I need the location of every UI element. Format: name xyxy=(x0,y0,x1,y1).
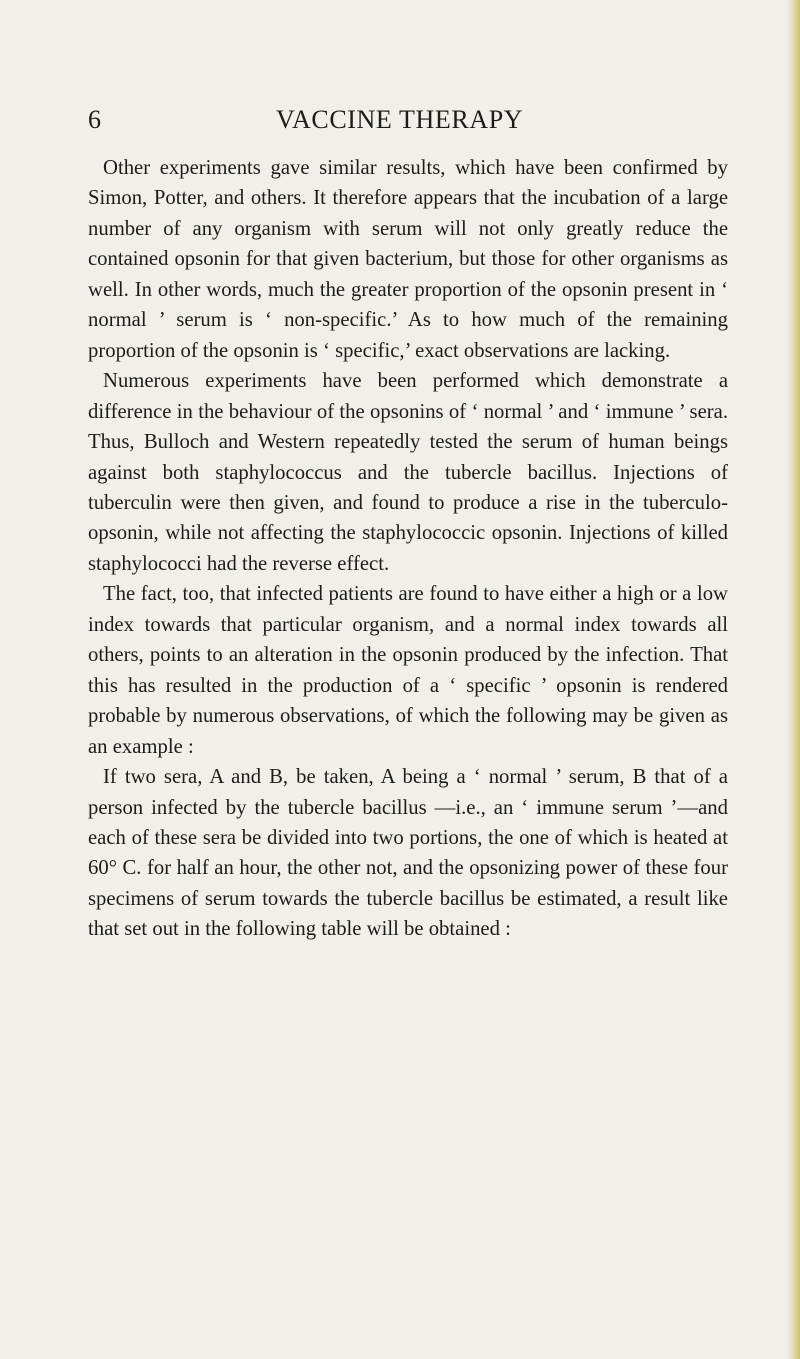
running-title: VACCINE THERAPY xyxy=(276,105,524,134)
page-number: 6 xyxy=(88,105,101,134)
page-edge-stain xyxy=(786,0,800,1359)
page-header xyxy=(88,102,728,138)
paragraph-infected-patients: The fact, too, that infected patients are found to have either a high or a low index towards that particular organism, and a normal index towards all others, points to an alteration in the opsonin produced by the infection. That this has resulted in the production of a ‘ specific ’ opsonin is rendered probable by numerous observations, of which the following may be given as an example : xyxy=(88,583,728,758)
paragraph-numerous-experiments: Numerous experiments have been performed which demonstrate a difference in the behaviour of the opsonins of ‘ normal ’ and ‘ immune ’ sera. Thus, Bulloch and Western repeatedly tested the serum of human beings against both staphylococcus and the tubercle bacillus. Injections of tuberculin were then given, and found to produce a rise in the tuberculo-opsonin, while not affecting the staphylococcic opsonin. Injections of killed staphylococci had the reverse effect. xyxy=(88,370,728,575)
paragraph-two-sera-example: If two sera, A and B, be taken, A being a ‘ normal ’ serum, B that of a person infected by the tubercle bacillus —i.e., an ‘ immune serum ’—and each of these sera be divided into two portions, the one of which is heated at 60° C. for half an hour, the other not, and the opsonizing power of these four specimens of serum towards the tubercle bacillus be estimated, a result like that set out in the following table will be obtained : xyxy=(88,766,728,941)
body-text xyxy=(88,153,728,945)
paragraph-other-experiments: Other experiments gave similar results, which have been confirmed by Simon, Potter, and others. It therefore appears that the incubation of a large number of any organism with serum will not only greatly reduce the contained opsonin for that given bacterium, but those for other organisms as well. In other words, much the greater proportion of the opsonin present in ‘ normal ’ serum is ‘ non-specific.’ As to how much of the remaining proportion of the opsonin is ‘ specific,’ exact observations are lacking. xyxy=(88,157,728,362)
